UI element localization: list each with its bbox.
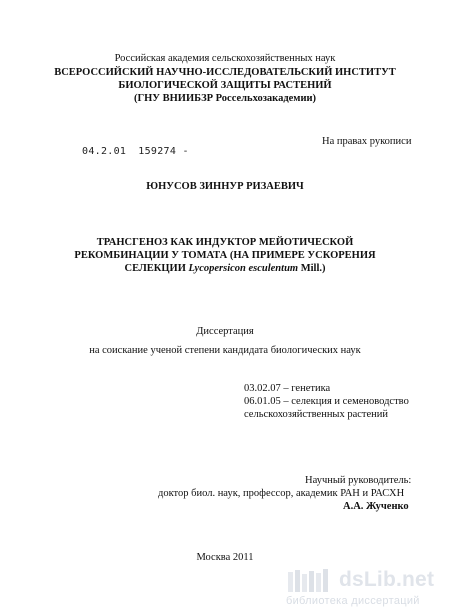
title-line1: ТРАНСГЕНОЗ КАК ИНДУКТОР МЕЙОТИЧЕСКОЙ (96, 237, 354, 248)
specialty-1: 03.02.07 – генетика (244, 383, 331, 394)
title-line3 (0, 263, 450, 274)
institute-name-line3: (ГНУ ВНИИБЗР Россельхозакадемии) (133, 93, 317, 104)
watermark-brand: dsLib.net (339, 568, 435, 591)
supervisor-credentials: доктор биол. наук, профессор, академик РАН и РАСХН (158, 488, 405, 499)
author-name: ЮНУСОВ ЗИННУР РИЗАЕВИЧ (146, 181, 304, 192)
title-line2: РЕКОМБИНАЦИИ У ТОМАТА (НА ПРИМЕРЕ УСКОРЕНИЯ (74, 250, 376, 261)
manuscript-rights-note: На правах рукописи (322, 136, 412, 147)
watermark-subtitle: библиотека диссертаций (286, 595, 420, 607)
books-logo-icon (286, 568, 336, 594)
specialty-2-continued: сельскохозяйственных растений (244, 409, 389, 420)
degree-purpose: на соискание ученой степени кандидата биологических наук (89, 345, 361, 356)
dslib-watermark (286, 568, 446, 612)
species-name: Lycopersicon esculentum (188, 263, 299, 274)
supervisor-name: А.А. Жученко (343, 501, 409, 512)
library-stamp (82, 146, 189, 157)
academy-name: Российская академия сельскохозяйственных наук (114, 53, 336, 64)
title-line3-suffix: Mill.) (298, 263, 326, 274)
specialty-2: 06.01.05 – селекция и семеноводство (244, 396, 409, 407)
supervisor-label: Научный руководитель: (305, 475, 412, 486)
place-and-year: Москва 2011 (196, 552, 254, 563)
institute-name-line2: БИОЛОГИЧЕСКОЙ ЗАЩИТЫ РАСТЕНИЙ (118, 80, 332, 91)
stamp-date: 04.2.01 (82, 146, 127, 157)
stamp-number: 159274 - (138, 146, 189, 157)
title-line3-prefix: СЕЛЕКЦИИ (124, 263, 189, 274)
institute-name-line1: ВСЕРОССИЙСКИЙ НАУЧНО-ИССЛЕДОВАТЕЛЬСКИЙ ИНСТИТУТ (54, 67, 396, 78)
document-type: Диссертация (196, 326, 254, 337)
